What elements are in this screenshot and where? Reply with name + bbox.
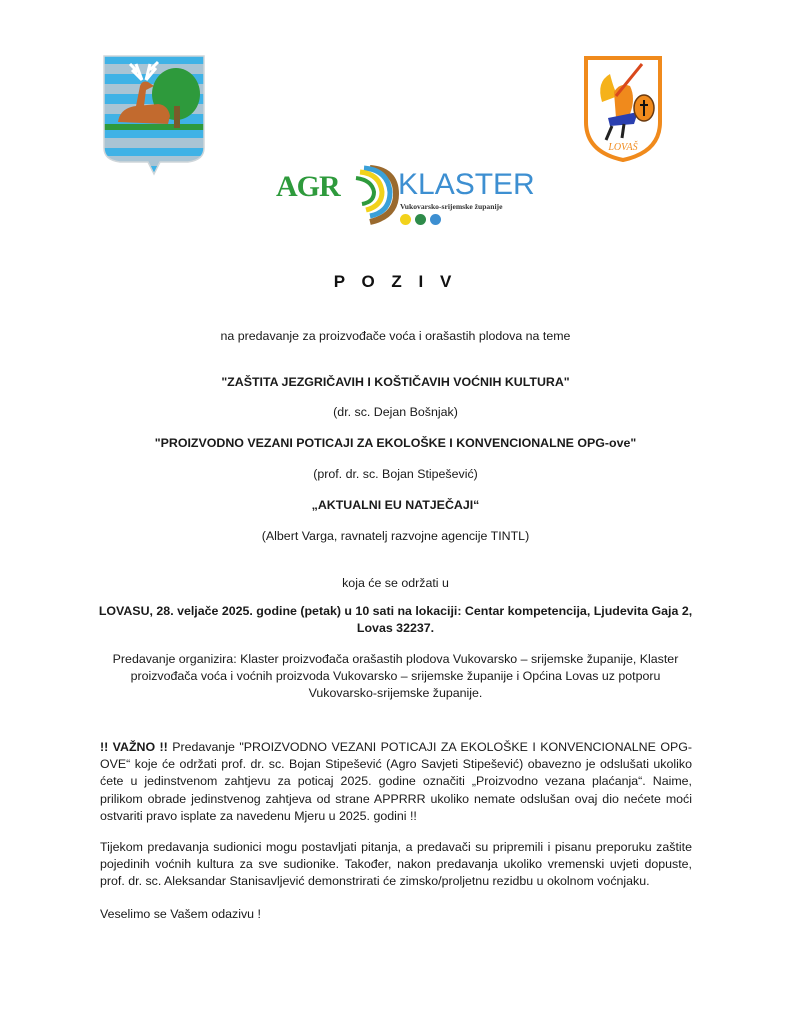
lovas-coat-of-arms [580,52,666,164]
logo-green-dot-icon [415,214,426,225]
crest-label-lovas: LOVAŠ [608,142,638,153]
topic-2-title: "PROIZVODNO VEZANI POTICAJI ZA EKOLOŠKE I KONVENCIONALNE OPG-ove" [154,436,637,450]
county-coat-of-arms [98,50,210,178]
location-line-2: Lovas 32237. [356,621,435,635]
logo-subtitle: Vukovarsko-srijemske županije [400,202,503,211]
details-paragraph: Tijekom predavanja sudionici mogu postavljati pitanja, a predavači su pripremili i pisanu preporuku zaštite pojedinih voćnih kultura za sve sudionike. Također, nakon predavanja ukoliko vremenski uvjeti dopuste, prof. dr. sc. Aleksandar Stanisavljević demonstrirati će zimsko/proljetnu rezidbu u okolnom voćnjaku. [100,840,692,889]
important-label: !! VAŽNO !! [100,740,168,754]
intro-text: na predavanje za proizvođače voća i orašastih plodova na teme [220,329,571,343]
held-at-intro: koja će se održati u [342,576,449,590]
topic-3-title: „AKTUALNI EU NATJEČAJI“ [311,498,480,512]
angel-shield-crest-icon [580,52,666,164]
logo-agr-text: AGR [276,170,340,203]
organizers-line-1: Predavanje organizira: Klaster proizvođača orašastih plodova Vukovarsko – srijemske županije, Klaster [112,652,679,666]
logo-yellow-dot-icon [400,214,411,225]
topic-2-speaker: (prof. dr. sc. Bojan Stipešević) [313,467,478,481]
topic-1-speaker: (dr. sc. Dejan Bošnjak) [333,405,458,419]
deer-tree-crest-icon [98,50,210,178]
important-notice [100,739,692,825]
topic-3-speaker: (Albert Varga, ravnatelj razvojne agencije TINTL) [261,529,530,543]
agro-klaster-logo [276,164,535,228]
organizers-line-2: proizvođača voća i voćnih proizvoda Vukovarsko – srijemske županije i Općina Lovas uz potporu [130,669,661,683]
organizers-line-3: Vukovarsko-srijemske županije. [308,686,483,700]
logo-klaster-text: KLASTER [398,168,535,201]
closing-line: Veselimo se Vašem odazivu ! [100,907,261,921]
document-title: P O Z I V [333,272,458,291]
important-text: Predavanje "PROIZVODNO VEZANI POTICAJI ZA EKOLOŠKE I KONVENCIONALNE OPG-OVE“ koje će održati prof. dr. sc. Bojan Stipešević (Agro Savjeti Stipešević) obavezno je odslušati ukoliko ćete u jedinstvenom zahtjevu za poticaj 2025. godine označiti „Proizvodno vezana plaćanja“. Naime, prilikom obrade jedinstvenog zahtjeva od strane APPRRR ukoliko nemate odslušan ovaj dio nećete moći ostvariti pravo isplate za navedenu Mjeru u 2025. godini !! [100,740,692,823]
location-line-1: LOVASU, 28. veljače 2025. godine (petak) u 10 sati na lokaciji: Centar kompetencija, Ljudevita Gaja 2, [98,604,693,618]
topic-1-title: "ZAŠTITA JEZGRIČAVIH I KOŠTIČAVIH VOĆNIH KULTURA" [221,375,570,389]
logo-blue-dot-icon [430,214,441,225]
